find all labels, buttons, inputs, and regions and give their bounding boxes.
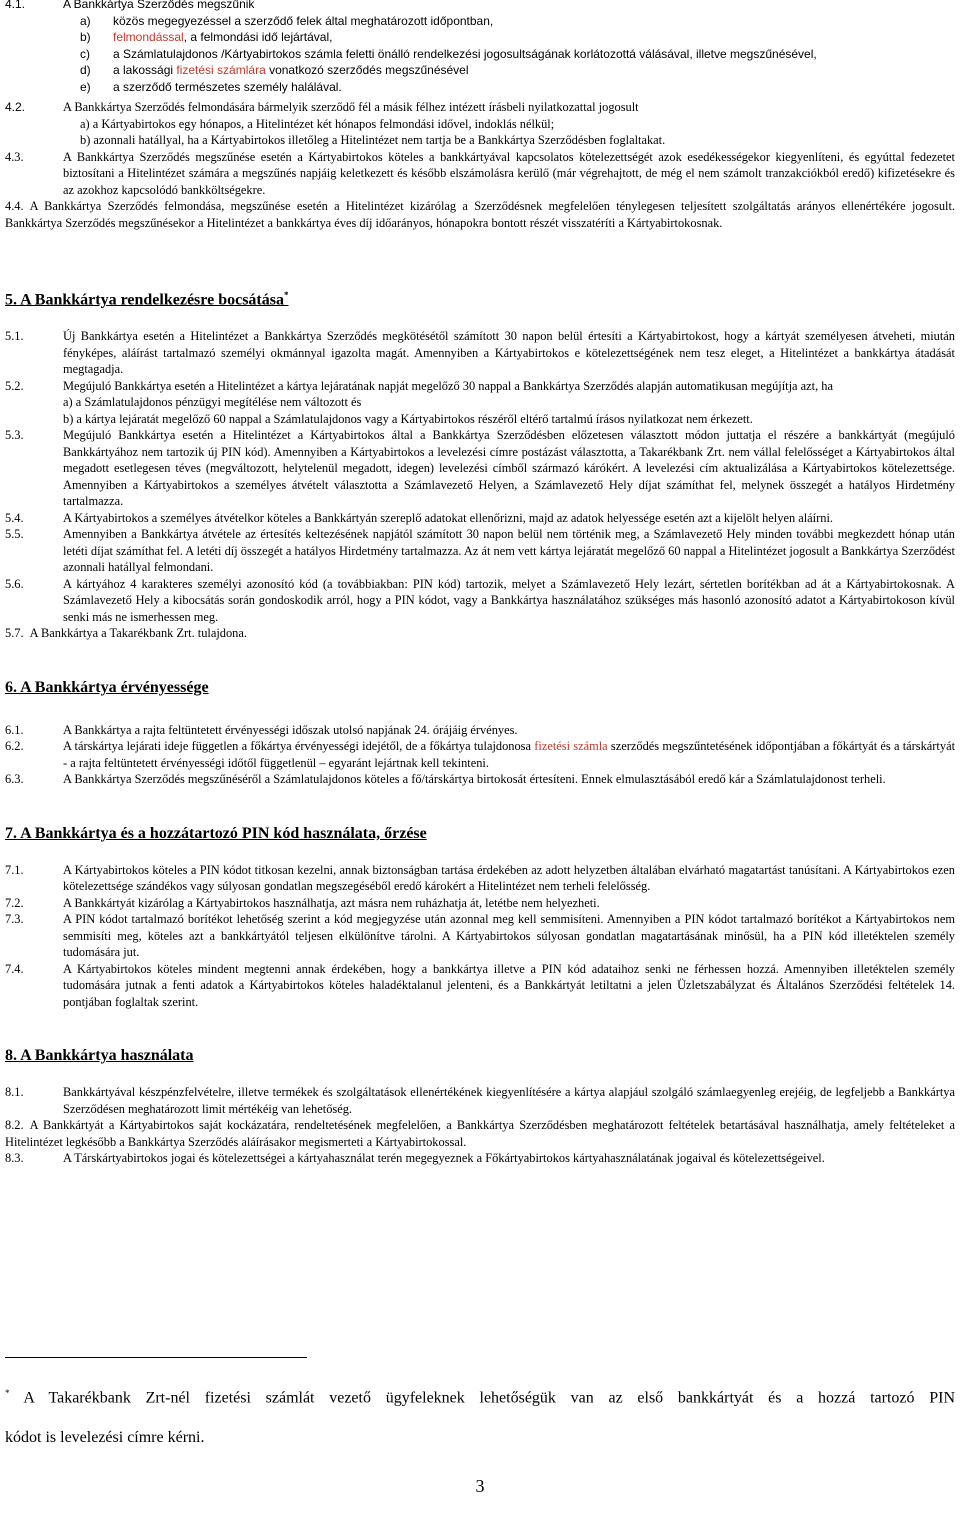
document-page	[5, 0, 955, 1167]
clause-5-2	[5, 378, 955, 395]
clause-number: 7.1.	[5, 862, 24, 877]
clause-text: Bankkártyával készpénzfelvételre, illetve termékek és szolgáltatások ellenértékének kiegyenlítésére a kártya alapjául szolgáló számlaegyenleg erejéig, de legfeljebb a Bankkártya Szerződésen meghatározott limit mértékéig van lehetőség.	[63, 1085, 955, 1116]
clause-number: 4.3.	[5, 149, 24, 164]
clause-number: 6.1.	[5, 722, 24, 737]
clause-text: A Társkártyabirtokos jogai és kötelezettségei a kártyahasználat terén megegyeznek a Főkártyabirtokos kártyahasználatának jogaival és kötelezettségeivel.	[63, 1151, 825, 1166]
clause-text: A Kártyabirtokos köteles mindent megtenni annak érdekében, hogy a bankkártya illetve a PIN kód adataihoz senki ne férhessen hozzá. Amennyiben illetéktelen személy tudomására jutnak a fenti adatok a Kártyabirtokos köteles haladéktalanul jelenteni, és a Bankkártyát letiltatni a jelen Üzletszabályzat és Általános Szerződési feltételek 14. pontjában foglaltak szerint.	[63, 961, 955, 1009]
clause-text: A Bankkártyát a Kártyabirtokos saját kockázatára, rendeltetésének megfelelően, a Bankkártya Szerződésben meghatározott feltételek betartásával használhatja, amely feltételeket a Hitelintézet legkésőbb a Bankkártya Szerződés aláírásakor megismerteti a Kártyabirtokossal.	[5, 1118, 955, 1149]
clause-text: A Bankkártya Szerződés megszűnik	[63, 0, 255, 11]
clause-4-1-list	[5, 13, 955, 96]
clause-number: 7.3.	[5, 912, 24, 927]
list-letter: a)	[80, 13, 91, 28]
clause-text: A Kártyabirtokos a személyes átvételkor köteles a Bankkártyán szereplő adatokat ellenőrizni, majd az adatok helyessége esetén azt a kijelölt helyen aláírni.	[63, 510, 833, 525]
clause-number: 5.4.	[5, 510, 24, 525]
clause-number: 5.2.	[5, 378, 24, 393]
clause-5-1	[5, 328, 955, 378]
clause-text: A Bankkártyát kizárólag a Kártyabirtokos használhatja, azt másra nem ruházhatja át, letétbe nem helyezheti.	[63, 895, 600, 910]
footnote-separator	[5, 1357, 307, 1358]
clause-8-1	[5, 1084, 955, 1117]
clause-text: Amennyiben a Bankkártya átvétele az értesítés keltezésének napjától számított 30 napon belül nem történik meg, a Számlavezető Hely minden további megkezdett hónap után letéti díjat számíthat fel. A letéti díj összegét a hatályos Hirdetmény tartalmazza. Az át nem vett kártya lejáratát megelőző 60 nappal a Hitelintézet jogosult a Bankkártya Szerződést azonnali hatállyal felmondani.	[63, 527, 955, 575]
list-letter: c)	[80, 46, 90, 61]
list-text: a szerződő természetes személy halálával.	[113, 79, 342, 94]
list-text: , a felmondási idő lejártával,	[183, 30, 333, 44]
footnote-line-1	[5, 1383, 955, 1408]
list-item	[5, 79, 955, 96]
clause-8-3	[5, 1150, 955, 1167]
list-text: a Számlatulajdonos /Kártyabirtokos számla feletti önálló rendelkezési jogosultságának korlátozottá válásával, illetve megszűnésével,	[113, 46, 817, 61]
clause-6-1	[5, 722, 955, 739]
clause-text: Megújuló Bankkártya esetén a Hitelintézet a Kártyabirtokos által a Bankkártya Szerződésben előzetesen választott módon juttatja el részére a bankkártyát (megújuló Bankkártyához nem tartozik új PIN kód). Amennyiben a Kártyabirtokos a levelezési címre postázást választotta, a Takarékbank Zrt. nem vállal felelősséget a Kártyabirtokos által megadott esetlegesen téves (megváltozott, helytelenül megadott, idegen) levelezési címből származó kárókért. A levelezési cím aktualizálása a Kártyabirtokos kötelezettsége. Amennyiben a Kártyabirtokos a személyes átvételt választotta a Számlavezető Helyen, a Számlavezető Hely díjat számíthat fel, melynek összegét a hatályos Hirdetmény tartalmazza.	[63, 428, 955, 509]
highlighted-text: felmondással	[113, 30, 184, 44]
list-text: közös megegyezéssel a szerződő felek által meghatározott időpontban,	[113, 13, 494, 28]
clause-number: 7.4.	[5, 961, 24, 976]
clause-number: 5.5.	[5, 527, 24, 542]
page-number: 3	[475, 1476, 485, 1496]
list-letter: b)	[80, 30, 91, 44]
list-text: vonatkozó szerződés megszűnésével	[265, 63, 469, 77]
clause-number: 5.6.	[5, 576, 24, 591]
highlighted-text: fizetési számla	[534, 739, 608, 754]
clause-6-2	[5, 738, 955, 771]
footnote-mark: *	[5, 1388, 10, 1398]
clause-text: A Bankkártya Szerződés felmondása, megszűnése esetén a Hitelintézet kizárólag a Szerződésnek megfelelően ténylegesen teljesített szolgáltatás arányos ellenértékére jogosult. Bankkártya Szerződés megszűnésekor a Hitelintézet a bankkártya éves díj időarányos, hónapokra bontott részét visszatéríti a Kártyabirtokosnak.	[5, 199, 955, 230]
section-7-heading: 7. A Bankkártya és a hozzátartozó PIN kód használata, őrzése	[5, 824, 427, 842]
clause-number: 7.2.	[5, 895, 24, 910]
clause-4-1	[5, 0, 955, 13]
clause-number: 5.7.	[5, 626, 24, 641]
clause-number: 4.1.	[5, 0, 26, 11]
clause-number: 8.3.	[5, 1151, 24, 1166]
clause-number: 4.4.	[5, 199, 24, 213]
clause-text: A Bankkártya a Takarékbank Zrt. tulajdona.	[29, 626, 247, 641]
clause-number: 6.2.	[5, 739, 24, 754]
clause-4-2-a: a) a Kártyabirtokos egy hónapos, a Hitelintézet két hónapos felmondási idővel, indoklás nélkül;	[80, 116, 555, 131]
clause-number: 8.1.	[5, 1085, 24, 1100]
clause-4-2	[5, 99, 955, 116]
footnote-line-2: kódot is levelezési címre kérni.	[5, 1429, 205, 1447]
heading-text: 5. A Bankkártya rendelkezésre bocsátása	[5, 291, 284, 309]
clause-number: 5.3.	[5, 428, 24, 443]
list-item	[5, 46, 955, 63]
clause-5-2-b: b) a kártya lejáratát megelőző 60 nappal a Számlatulajdonos vagy a Kártyabirtokos részéről eltérő tartalmú írásos nyilatkozat nem érkezett.	[63, 411, 753, 426]
clause-text: szerződés megszűntetésének időpontjában a főkártyát és a társkártyát - a rajta feltüntetett érvényességi időtől függetlenül – egyaránt lejártnak kell tekinteni.	[63, 739, 956, 770]
clause-7-4	[5, 961, 955, 1011]
section-5-heading	[5, 285, 955, 310]
clause-5-5	[5, 526, 955, 576]
section-8-heading: 8. A Bankkártya használata	[5, 1047, 194, 1065]
clause-text: Megújuló Bankkártya esetén a Hitelintézet a kártya lejáratának napját megelőző 30 nappal a Bankkártya Szerződés alapján automatikusan megújítja azt, ha	[63, 378, 833, 393]
clause-number: 5.1.	[5, 329, 24, 344]
clause-text: A Bankkártya a rajta feltüntetett érvényességi időszak utolsó napjának 24. órájáig érvényes.	[63, 722, 518, 737]
clause-text: A kártyához 4 karakteres személyi azonosító kód (a továbbiakban: PIN kód) tartozik, melyet a Számlavezető Hely lezárt, sértetlen borítékban ad át a Kártyabirtokosnak. A Számlavezető Hely a kibocsátás során gondoskodik arról, hogy a PIN kódot, vagy a Bankkártya használatához szükséges más hasonló azonosító adatot a Kártyabirtokoson kívül senki más ne ismerhessen meg.	[63, 576, 955, 624]
clause-text: A Bankkártya Szerződés felmondására bármelyik szerződő fél a másik félhez intézett írásbeli nyilatkozattal jogosult	[63, 100, 639, 114]
clause-4-2-b: b) azonnali hatállyal, ha a Kártyabirtokos illetőleg a Hitelintézet nem tartja be a Bankkártya Szerződésben foglaltakat.	[80, 133, 666, 147]
clause-text: A PIN kódot tartalmazó borítékot lehetőség szerint a kód megjegyzése után azonnal meg kell semmisíteni. Amennyiben a PIN kódot tartalmazó borítékot a Kártyabirtokos nem semmisíti meg, köteles azt a bankkártyától teljesen elkülönítve tárolni. A Kártyabirtokos súlyosan gondatlan magatartásának minősül, ha a PIN kód illetéktelen személy tudomására jut.	[63, 912, 955, 960]
clause-8-2	[5, 1117, 955, 1150]
clause-text: A Kártyabirtokos köteles a PIN kódot titkosan kezelni, annak biztonságban tartása érdekében az adott helyzetben általában elvárható magatartást tanúsítani. A Kártyabirtokos ezen kötelezettsége szándékos vagy súlyosan gondatlan megszegéséből eredő károkért a Hitelintézet nem terheli felelősség.	[63, 862, 955, 894]
clause-5-7	[5, 625, 955, 642]
clause-7-3	[5, 911, 955, 961]
clause-number: 4.2.	[5, 100, 26, 114]
clause-4-4	[5, 198, 955, 231]
clause-5-2-a: a) a Számlatulajdonos pénzügyi megítélése nem változott és	[63, 395, 362, 410]
clause-number: 6.3.	[5, 772, 24, 787]
clause-number: 8.2.	[5, 1118, 24, 1133]
list-letter: d)	[80, 63, 91, 77]
clause-5-6	[5, 576, 955, 626]
list-text-prefix: a lakossági	[113, 63, 177, 77]
clause-text: A Bankkártya Szerződés megszűnése esetén a Kártyabirtokos köteles a bankkártyával kapcsolatos kötelezettségét azok esedékességekor kiegyenlíteni, és egyúttal fedezetet biztosítani a Hitelintézet számára a megszűnés napjáig keletkezett és később elszámolásra kerülő (már végrehajtott, de még el nem számolt tranzakciókból eredő) kifizetésekre és az azokhoz kapcsolódó bankköltségekre.	[63, 149, 955, 197]
clause-6-3	[5, 771, 955, 788]
list-letter: e)	[80, 79, 91, 94]
clause-4-3	[5, 149, 955, 199]
footnote-text: A Takarékbank Zrt-nél fizetési számlát vezető ügyfeleknek lehetőségük van az első bankkártyát és a hozzá tartozó PIN	[23, 1389, 955, 1407]
footnote	[5, 1383, 955, 1448]
clause-7-1	[5, 862, 955, 895]
clause-text-prefix: A társkártya lejárati ideje független a főkártya érvényességi idejétől, de a főkártya tulajdonosa	[63, 739, 535, 754]
clause-5-3	[5, 427, 955, 510]
list-item	[5, 62, 955, 79]
list-item	[5, 13, 955, 30]
section-6-heading: 6. A Bankkártya érvényessége	[5, 678, 209, 696]
clause-5-4	[5, 510, 955, 527]
clause-text: A Bankkártya Szerződés megszűnéséről a Számlatulajdonos köteles a fő/társkártya birtokosát értesíteni. Ennek elmulasztásából eredő kár a Számlatulajdonost terheli.	[63, 772, 886, 787]
clause-text: Új Bankkártya esetén a Hitelintézet a Bankkártya Szerződés megkötésétől számított 30 napon belül értesíti a Kártyabirtokost, hogy a kártyát személyesen átveheti, miután fényképes, aláírást tartalmazó személyi okmánnyal igazolta magát. Amennyiben a Kártyabirtokos e kötelezettségének nem tesz eleget, a Hitelintézet a bankkártya átadását megtagadja.	[63, 329, 955, 377]
list-item	[5, 29, 955, 46]
clause-7-2	[5, 895, 955, 912]
footnote-mark: *	[283, 290, 289, 300]
highlighted-text: fizetési számlára	[176, 63, 266, 77]
